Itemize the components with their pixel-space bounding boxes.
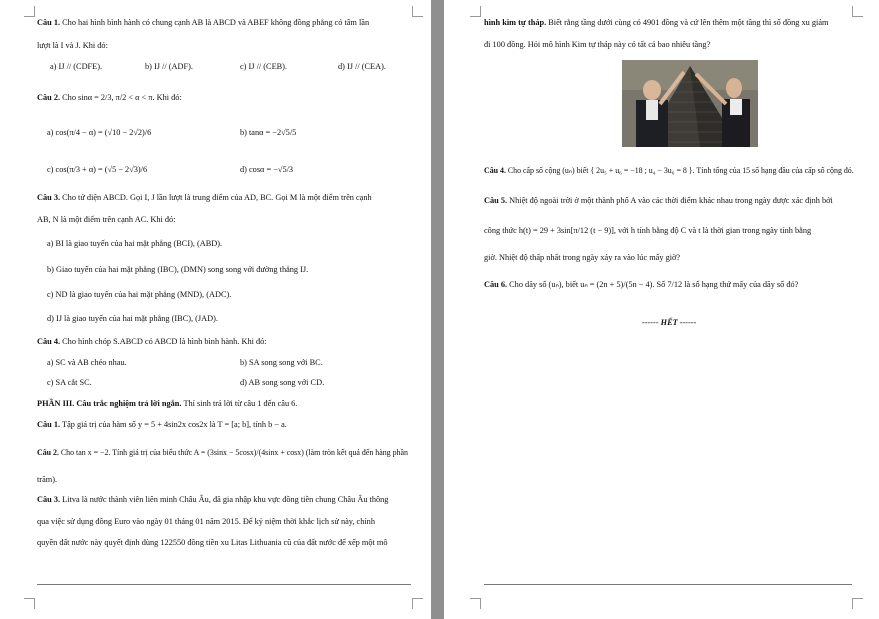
- option-d: d) IJ // (CEA).: [338, 62, 386, 71]
- short-question-3-cont: qua việc sử dụng đồng Euro vào ngày 01 tháng 01 năm 2015. Để kỷ niệm thời khắc lịch sử này, chính: [37, 517, 375, 526]
- option-a: a) cos(π/4 − α) = (√10 − 2√2)/6: [47, 128, 152, 137]
- option-c: c) IJ // (CEB).: [240, 62, 288, 71]
- short-question-6: Câu 6. Cho dãy số (uₙ), biết uₙ = (2n + 5)/(5n − 4). Số 7/12 là số hạng thứ mấy của dãy số đó?: [484, 280, 799, 289]
- short-question-3-cont: đi 100 đồng. Hỏi mô hình Kim tự tháp này có tất cả bao nhiêu tầng?: [484, 40, 711, 49]
- option-d: d) cosα = −√5/3: [240, 165, 294, 174]
- option-a: a) BI là giao tuyến của hai mặt phẳng (BCI), (ABD).: [47, 239, 223, 248]
- short-question-3-cont: hình kim tự tháp. Biết rằng tầng dưới cùng có 4901 đồng và cứ lên thêm một tầng thì số đồng xu giảm: [484, 18, 829, 27]
- option-d: d) IJ là giao tuyến của hai mặt phẳng (IBC), (JAD).: [47, 314, 218, 323]
- footer-rule: [484, 584, 852, 585]
- question-3: Câu 3. Cho tứ diện ABCD. Gọi I, J lần lượt là trung điểm của AD, BC. Gọi M là một điểm trên cạnh: [37, 193, 372, 202]
- end-marker: ------ HẾT ------: [642, 318, 697, 327]
- part-3-heading: PHẦN III. Câu trắc nghiệm trả lời ngắn. Thí sinh trả lời từ câu 1 đến câu 6.: [37, 399, 298, 408]
- option-b: b) tanα = −2√5/5: [240, 128, 297, 137]
- question-4: Câu 4. Cho hình chóp S.ABCD có ABCD là hình bình hành. Khi đó:: [37, 337, 267, 346]
- short-question-2-cont: trăm).: [37, 475, 58, 484]
- question-1: Câu 1. Cho hai hình bình hành có chung cạnh AB là ABCD và ABEF không đồng phẳng có tâm lần: [37, 18, 370, 27]
- pyramid-illustration: [622, 60, 758, 147]
- question-1-cont: lượt là I và J. Khi đó:: [37, 41, 108, 50]
- short-question-5: Câu 5. Nhiệt độ ngoài trời ở một thành phố A vào các thời điểm khác nhau trong ngày được xác định bởi: [484, 196, 833, 205]
- short-question-3: Câu 3. Litva là nước thành viên liên minh Châu Âu, đã gia nhập khu vực đồng tiền chung Châu Âu thông: [37, 495, 389, 504]
- crop-mark: [24, 6, 35, 17]
- short-question-3-cont: quyền đất nước này quyết định dùng 122550 đồng tiền xu Litas Lithuania cũ của đất nước để xếp một mô: [37, 538, 388, 547]
- option-c: c) cos(π/3 + α) = (√5 − 2√3)/6: [47, 165, 148, 174]
- option-d: d) AB song song với CD.: [240, 378, 325, 387]
- footer-rule: [37, 584, 411, 585]
- short-question-5-cont: giờ. Nhiệt độ thấp nhất trong ngày xảy ra vào lúc mấy giờ?: [484, 253, 681, 262]
- option-a: a) IJ // (CDFE).: [50, 62, 103, 71]
- option-a: a) SC và AB chéo nhau.: [47, 358, 127, 367]
- crop-mark: [852, 598, 863, 609]
- short-question-1: Câu 1. Tập giá trị của hàm số y = 5 + 4sin2x cos2x là T = [a; b], tính b − a.: [37, 420, 287, 429]
- crop-mark: [412, 598, 423, 609]
- crop-mark: [852, 6, 863, 17]
- question-3-cont: AB, N là một điểm trên cạnh AC. Khi đó:: [37, 215, 176, 224]
- question-2: Câu 2. Cho sinα = 2/3, π/2 < α < π. Khi đó:: [37, 93, 182, 102]
- short-question-2: Câu 2. Cho tan x = −2. Tính giá trị của biểu thức A = (3sinx − 5cosx)/(4sinx + cosx) (làm tròn kết quả đến hàng phần: [37, 448, 408, 457]
- crop-mark: [24, 598, 35, 609]
- short-question-5-cont: công thức h(t) = 29 + 3sin[π/12 (t − 9)], với h tính bằng độ C và t là thời gian trong ngày tính bằng: [484, 226, 812, 235]
- crop-mark: [470, 6, 481, 17]
- page-2: [444, 0, 879, 619]
- option-b: b) Giao tuyến của hai mặt phẳng (IBC), (DMN) song song với đường thẳng IJ.: [47, 265, 309, 274]
- short-question-4: Câu 4. Cho cấp số cộng (uₙ) biết { 2u₅ + u₆ = −18 ; u₄ − 3u₆ = 8 }. Tính tổng của 15 số hạng đầu của cấp số cộng đó.: [484, 166, 854, 175]
- option-c: c) SA cắt SC.: [47, 378, 92, 387]
- option-b: b) SA song song với BC.: [240, 358, 323, 367]
- page-1: [0, 0, 431, 619]
- page-gutter: [431, 0, 444, 619]
- crop-mark: [412, 6, 423, 17]
- crop-mark: [470, 598, 481, 609]
- pyramid-photo: [622, 60, 758, 147]
- option-b: b) IJ // (ADF).: [145, 62, 193, 71]
- option-c: c) ND là giao tuyến của hai mặt phẳng (MND), (ADC).: [47, 290, 232, 299]
